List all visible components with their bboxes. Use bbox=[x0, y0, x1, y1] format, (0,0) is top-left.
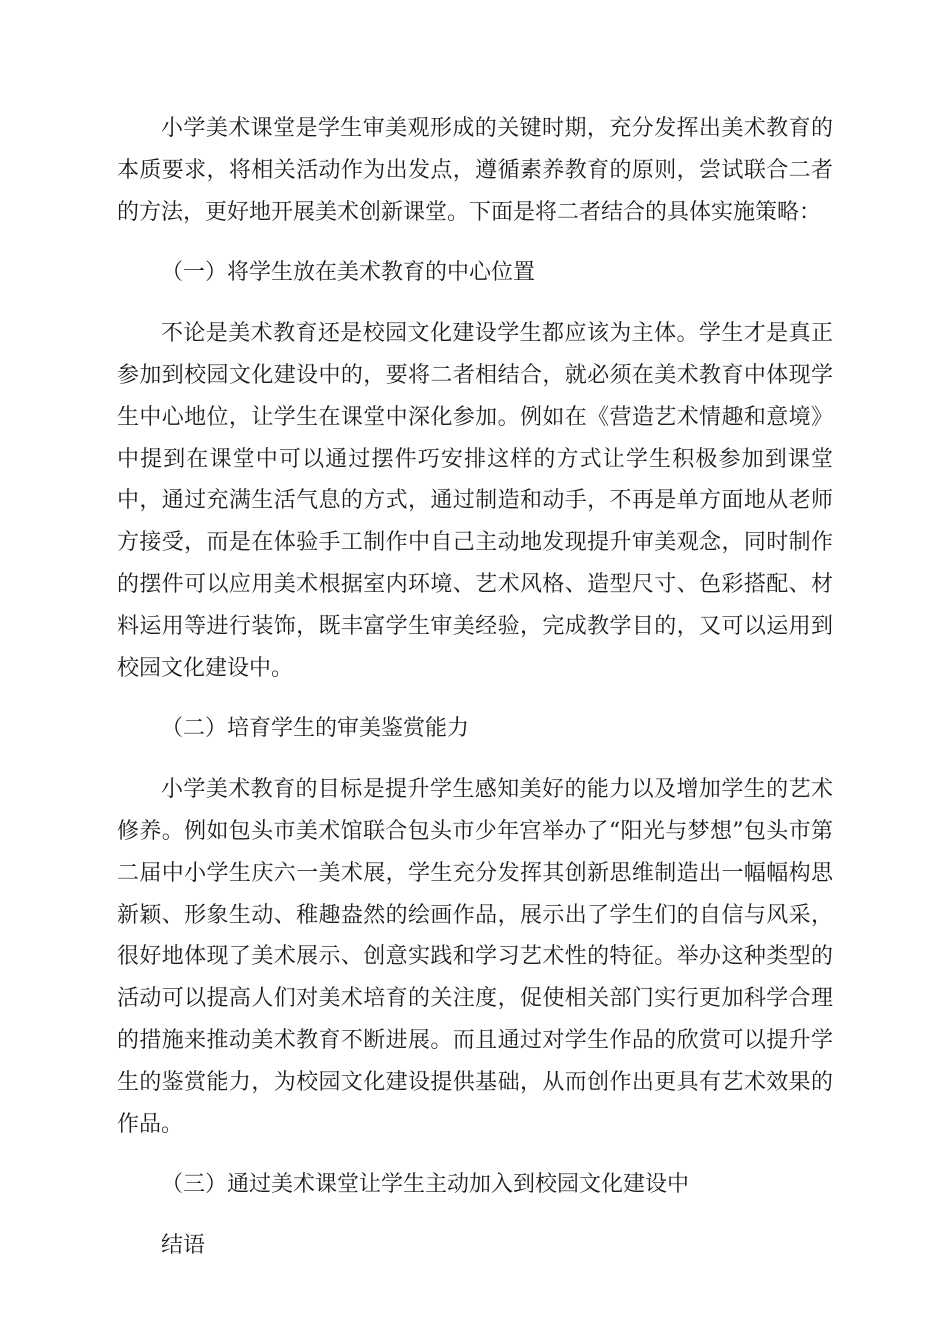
document-body bbox=[117, 108, 833, 1286]
section-heading-1: （一）将学生放在美术教育的中心位置 bbox=[161, 260, 536, 286]
section-2-paragraph: 小学美术教育的目标是提升学生感知美好的能力以及增加学生的艺术修养。例如包头市美术馆联合包头市少年宫举办了“阳光与梦想”包头市第二届中小学生庆六一美术展，学生充分发挥其创新思维制造出一幅幅构思新颖、形象生动、稚趣盎然的绘画作品，展示出了学生们的自信与风采，很好地体现了美术展示、创意实践和学习艺术性的特征。举办这种类型的活动可以提高人们对美术培育的关注度，促使相关部门实行更加科学合理的措施来推动美术教育不断进展。而且通过对学生作品的欣赏可以提升学生的鉴赏能力，为校园文化建设提供基础，从而创作出更具有艺术效果的作品。 bbox=[117, 777, 833, 1137]
section-1-paragraph: 不论是美术教育还是校园文化建设学生都应该为主体。学生才是真正参加到校园文化建设中的，要将二者相结合，就必须在美术教育中体现学生中心地位，让学生在课堂中深化参加。例如在《营造艺术情趣和意境》中提到在课堂中可以通过摆件巧安排这样的方式让学生积极参加到课堂中，通过充满生活气息的方式，通过制造和动手，不再是单方面地从老师方接受，而是在体验手工制作中自己主动地发现提升审美观念，同时制作的摆件可以应用美术根据室内环境、艺术风格、造型尺寸、色彩搭配、材料运用等进行装饰，既丰富学生审美经验，完成教学目的，又可以运用到校园文化建设中。 bbox=[117, 321, 833, 681]
conclusion-heading: 结语 bbox=[161, 1233, 206, 1259]
intro-paragraph: 小学美术课堂是学生审美观形成的关键时期，充分发挥出美术教育的本质要求，将相关活动作为出发点，遵循素养教育的原则，尝试联合二者的方法，更好地开展美术创新课堂。下面是将二者结合的具体实施策略： bbox=[117, 116, 833, 225]
section-heading-2: （二）培育学生的审美鉴赏能力 bbox=[161, 716, 470, 742]
section-heading-3: （三）通过美术课堂让学生主动加入到校园文化建设中 bbox=[161, 1172, 690, 1198]
